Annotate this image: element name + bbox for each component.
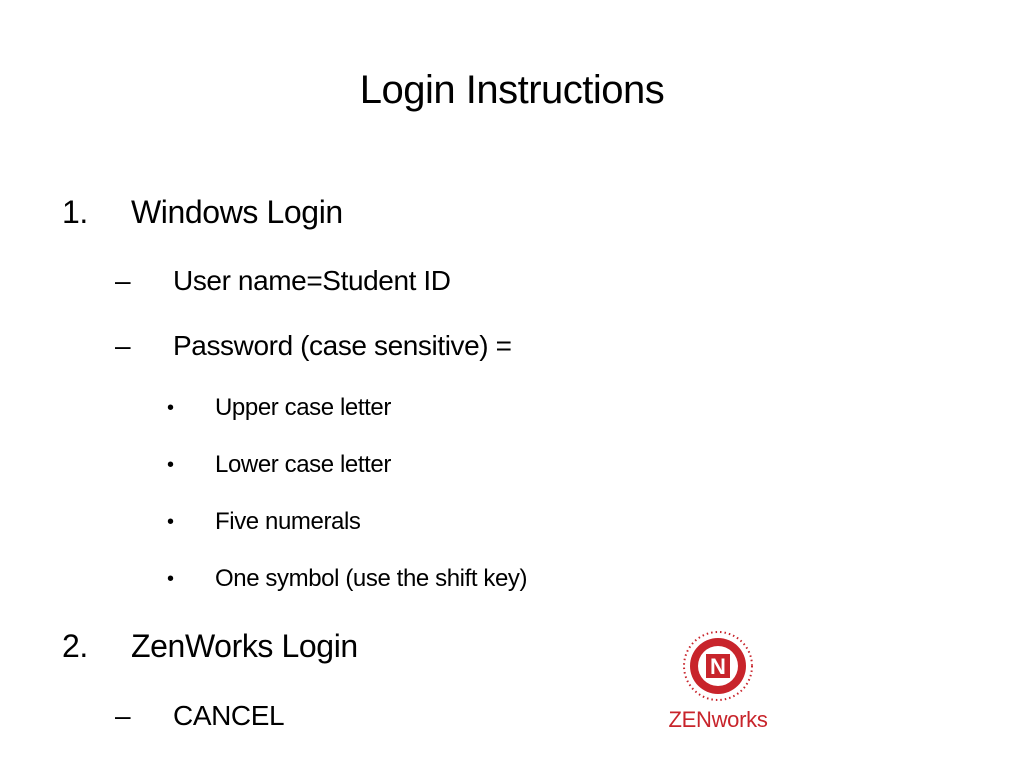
wordmark-suffix: works [711,707,768,732]
bullet-marker: • [167,454,174,476]
dash-marker: – [115,265,131,296]
bullet-marker: • [167,397,174,419]
bullet-label: One symbol (use the shift key) [215,565,528,592]
list-number: 1. [62,194,88,230]
wordmark-prefix: ZEN [668,707,712,732]
sub-item-label: Password (case sensitive) = [173,330,512,361]
bullet-marker: • [167,568,174,590]
dash-marker: – [115,330,131,361]
zenworks-logo [660,630,776,738]
sub-item-label: User name=Student ID [173,265,451,296]
zenworks-wordmark [660,706,776,734]
bullet-label: Upper case letter [215,394,391,421]
bullet-label: Lower case letter [215,451,391,478]
bullet-marker: • [167,511,174,533]
sub-item-label: CANCEL [173,700,285,731]
dash-marker: – [115,700,131,731]
list-item-label: ZenWorks Login [131,628,358,664]
list-number: 2. [62,628,88,664]
bullet-label: Five numerals [215,508,361,535]
slide-title: Login Instructions [359,68,665,112]
zenworks-logo-icon [682,630,754,702]
list-item-label: Windows Login [131,194,343,230]
logo-letter: N [710,654,726,679]
